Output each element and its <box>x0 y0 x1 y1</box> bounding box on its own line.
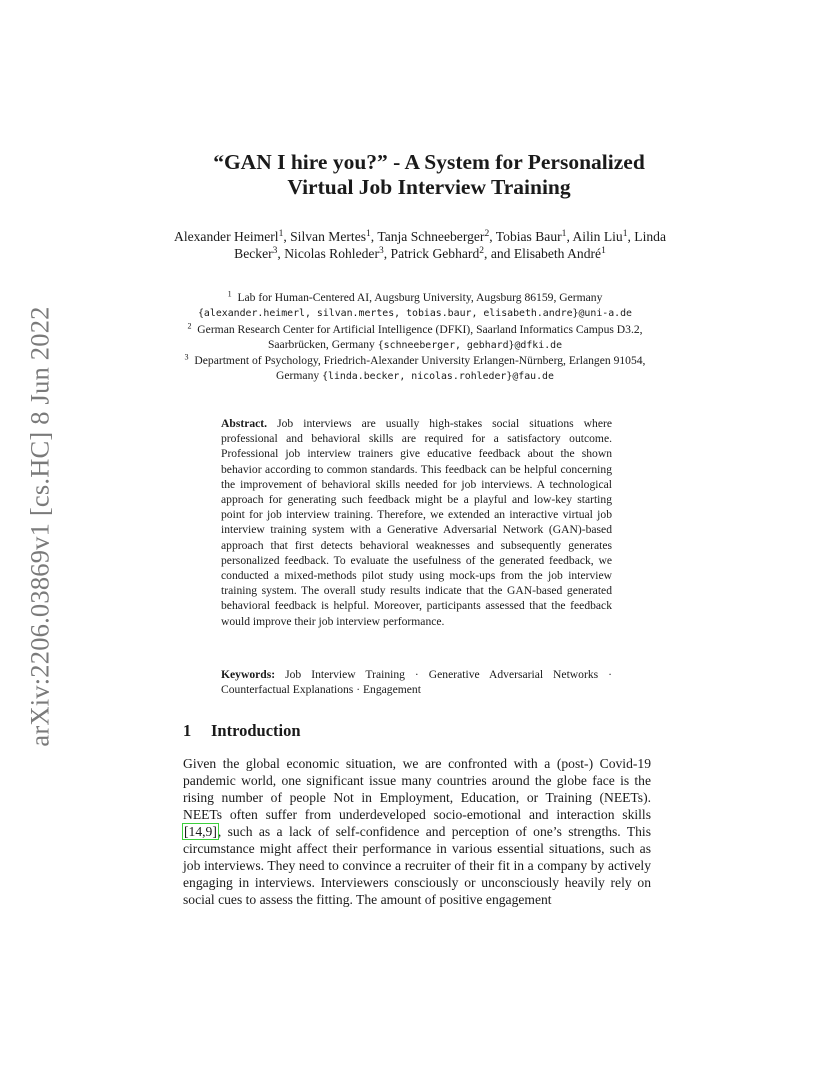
keywords-text: Job Interview Training · Generative Adversarial Networks · Counterfactual Explanations · Engagement <box>221 668 612 697</box>
affiliation-text: Department of Psychology, Friedrich-Alexander University Erlangen-Nürnberg, Erlangen 91054, Germany <box>194 354 646 383</box>
author-name: Ailin Liu <box>572 229 623 244</box>
author-name: Alexander Heimerl <box>174 229 279 244</box>
arxiv-identifier-sidebar <box>18 296 62 756</box>
intro-text-before-citation: Given the global economic situation, we are confronted with a (post-) Covid-19 pandemic world, one significant issue many countries around the globe face is the rising number of people Not in Employment, Education, or Training (NEETs). NEETs often suffer from underdeveloped socio-emotional and interaction skills <box>183 756 651 822</box>
affiliation-item <box>170 322 660 354</box>
author-affiliation-mark: 1 <box>366 228 371 239</box>
affiliation-number: 1 <box>227 289 232 299</box>
affiliation-email: {schneeberger, gebhard}@dfki.de <box>377 339 563 351</box>
section-number: 1 <box>183 721 192 740</box>
citation-link[interactable]: [14,9] <box>184 824 217 839</box>
author-name: Tanja Schneeberger <box>377 229 485 244</box>
affiliation-number: 2 <box>187 321 192 331</box>
affiliation-item <box>170 353 660 385</box>
keywords <box>221 667 612 697</box>
author-affiliation-mark: 1 <box>601 245 606 256</box>
affiliation-number: 3 <box>184 352 189 362</box>
intro-text-after-citation: , such as a lack of self-confidence and perception of one’s strengths. This circumstance might affect their performance in various essential situations, such as job interviews. They need to convince a recruiter of their fit in a company by actively engaging in interviews. Interviewers consciously or unconsciously heavily rely on social cues to assess the fitting. The amount of positive engagement <box>183 824 651 907</box>
affiliation-list <box>170 290 660 385</box>
title-line-2: Virtual Job Interview Training <box>287 175 571 199</box>
keywords-label: Keywords: <box>221 668 276 681</box>
author-list: Alexander Heimerl$^1$, Silvan Mertes$^1$, Tanja Schneeberger$^2$, Tobias Baur$^1$, Ailin Liu$^1$, Linda Becker$^3$, Nicolas Rohleder$^3$, Patrick Gebhard$^2$, and Elisabeth André$^1$ <box>174 228 666 261</box>
affiliation-text: German Research Center for Artificial Intelligence (DFKI), Saarland Informatics Campus D3.2, Saarbrücken, Germany <box>197 322 643 351</box>
author-affiliation-mark: 3 <box>378 245 384 256</box>
affiliation-email: {alexander.heimerl, silvan.mertes, tobias.baur, elisabeth.andre}@uni-a.de <box>197 308 632 320</box>
author-name: Silvan Mertes <box>290 229 367 244</box>
section-title: Introduction <box>211 721 301 740</box>
author-affiliation-mark: 3 <box>272 245 278 256</box>
author-name: Patrick Gebhard <box>390 246 480 261</box>
author-name: Tobias Baur <box>495 229 562 244</box>
author-name: Linda Becker <box>234 229 666 261</box>
affiliation-item <box>170 290 660 322</box>
author-affiliation-mark: 1 <box>561 228 567 239</box>
abstract-text: Job interviews are usually high-stakes social situations where professional and behavioral skills are required for a satisfactory outcome. Professional job interview trainers give educative feedback about the shown behavior according to common standards. This feedback can be helpful concerning the improvement of behavioral skills needed for job interviews. A technological approach for generating such feedback might be a playful and low-key starting point for job interview training. Therefore, we extended an interactive virtual job interview training system with a Generative Adversarial Network (GAN)-based approach that first detects behavioral weaknesses and subsequently generates personalized feedback. To evaluate the usefulness of the generated feedback, we conducted a mixed-methods pilot study using mock-ups from the job interview training system. The overall study results indicate that the GAN-based generated behavioral feedback is helpful. Moreover, participants assessed that the feedback would improve their job interview performance. <box>221 417 612 628</box>
affiliation-email: {linda.becker, nicolas.rohleder}@fau.de <box>322 371 554 383</box>
intro-paragraph <box>183 755 651 908</box>
section-heading <box>183 721 301 741</box>
author-affiliation-mark: 2 <box>484 228 490 239</box>
author-affiliation-mark: 1 <box>622 228 628 239</box>
abstract <box>221 416 612 629</box>
affiliation-text: Lab for Human-Centered AI, Augsburg University, Augsburg 86159, Germany <box>237 291 603 304</box>
abstract-label: Abstract. <box>221 417 268 430</box>
author-affiliation-mark: 1 <box>278 228 284 239</box>
arxiv-identifier: arXiv:2206.03869v1 [cs.HC] 8 Jun 2022 <box>24 305 55 747</box>
author-name: Elisabeth André <box>513 246 602 261</box>
author-affiliation-mark: 2 <box>479 245 485 256</box>
paper-title <box>120 150 738 200</box>
author-name: Nicolas Rohleder <box>284 246 379 261</box>
title-line-1: “GAN I hire you?” - A System for Personalized <box>213 150 645 174</box>
